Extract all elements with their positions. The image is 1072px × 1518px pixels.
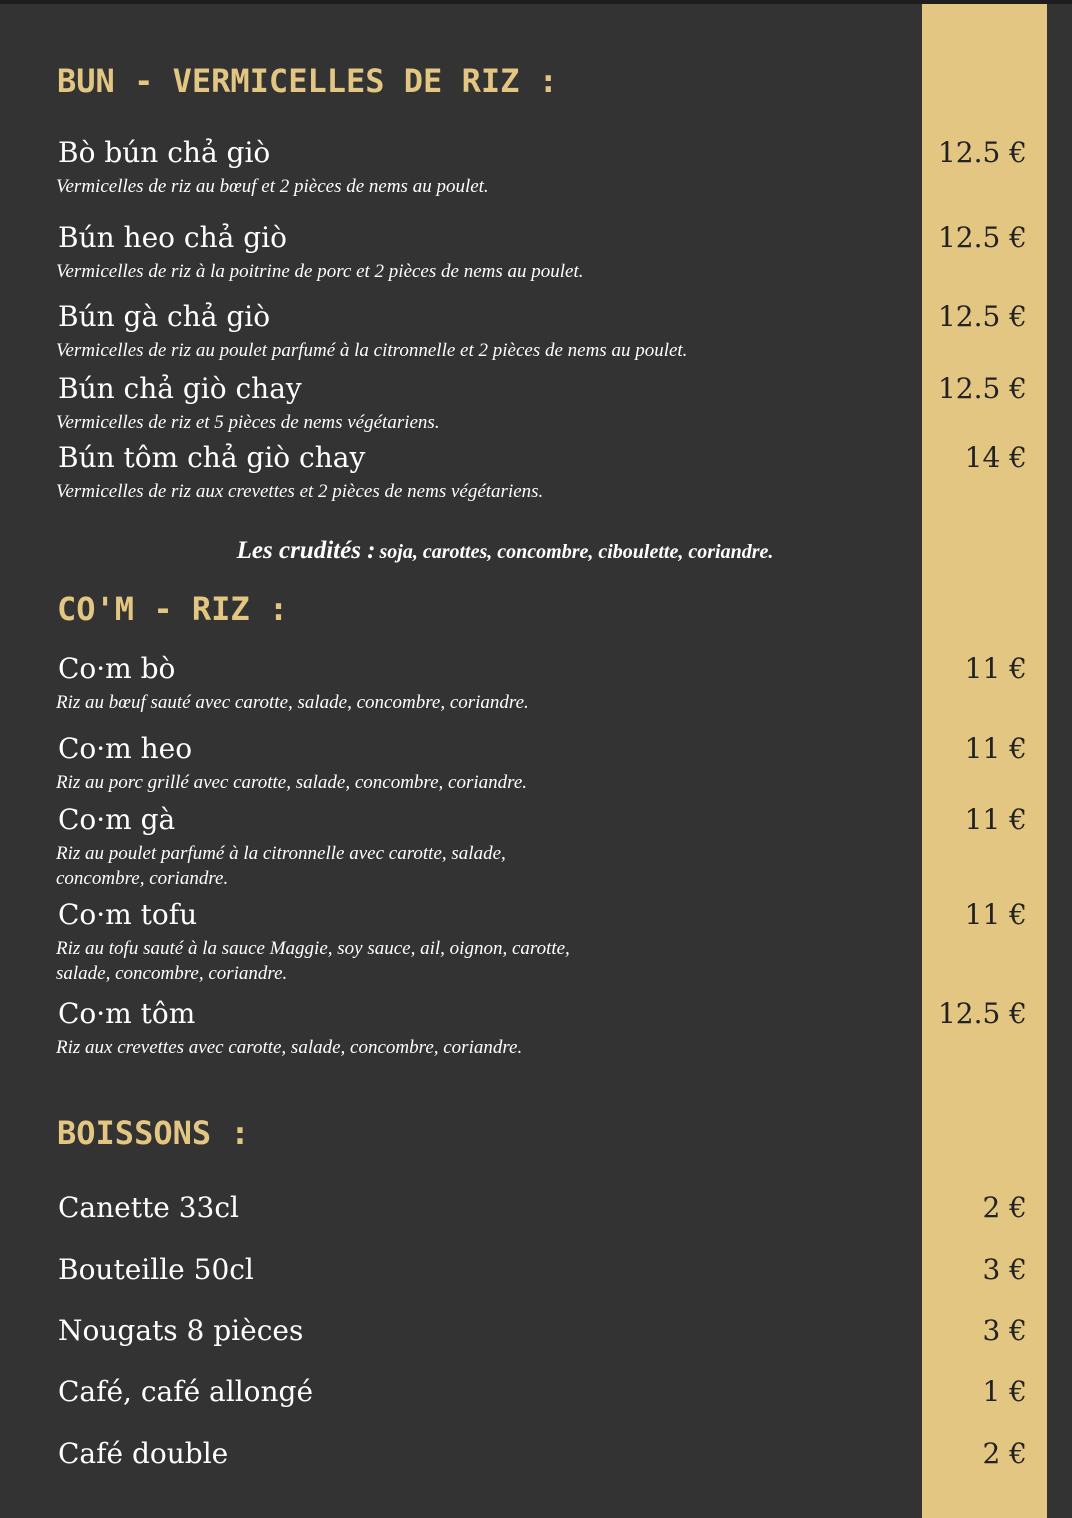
crudites-text: soja, carottes, concombre, ciboulette, coriandre. — [379, 541, 774, 563]
menu-item-description: Vermicelles de riz au poulet parfumé à la citronnelle et 2 pièces de nems au poulet. — [56, 340, 688, 361]
menu-item-price: 11 € — [964, 732, 1027, 765]
menu-item-description: Vermicelles de riz et 5 pièces de nems végétariens. — [56, 412, 440, 433]
menu-item-description: Riz au porc grillé avec carotte, salade, concombre, coriandre. — [56, 772, 528, 793]
menu-item-price: 3 € — [982, 1253, 1027, 1286]
menu-item-price: 3 € — [982, 1314, 1027, 1347]
menu-item-price: 1 € — [982, 1375, 1027, 1408]
menu-item-price: 12.5 € — [937, 221, 1027, 254]
menu-item-price: 12.5 € — [937, 997, 1027, 1030]
section-title-com: CO'M - RIZ : — [57, 590, 289, 628]
menu-item-name: Bún tôm chả giò chay — [58, 441, 366, 474]
menu-item-name: Bouteille 50cl — [58, 1253, 254, 1286]
menu-item-name: Café, café allongé — [58, 1375, 314, 1408]
crudites-label: Les crudités : — [236, 537, 376, 564]
menu-item-name: Café double — [58, 1437, 229, 1470]
menu-item-price: 12.5 € — [937, 300, 1027, 333]
menu-item-price: 2 € — [982, 1437, 1027, 1470]
menu-item-name: Co·m heo — [58, 732, 193, 765]
section-title-boissons: BOISSONS : — [57, 1114, 250, 1152]
menu-item-price: 2 € — [982, 1191, 1027, 1224]
menu-item-name: Bò bún chả giò — [58, 136, 271, 169]
menu-item-description: Riz au tofu sauté à la sauce Maggie, soy sauce, ail, oignon, carotte, salade, concombre, coriandre. — [56, 938, 570, 984]
menu-item-name: Bún chả giò chay — [58, 372, 302, 405]
right-margin — [1047, 4, 1072, 1518]
menu-item-name: Co·m tôm — [58, 997, 196, 1030]
menu-item-description: Riz au bœuf sauté avec carotte, salade, concombre, coriandre. — [56, 692, 529, 713]
menu-item-name: Co·m tofu — [58, 898, 198, 931]
section-title-bun: BUN - VERMICELLES DE RIZ : — [57, 62, 558, 100]
menu-item-price: 12.5 € — [937, 136, 1027, 169]
menu-item-name: Bún gà chả giò — [58, 300, 271, 333]
menu-item-name: Co·m gà — [58, 803, 176, 836]
menu-item-description: Vermicelles de riz à la poitrine de porc et 2 pièces de nems au poulet. — [56, 261, 584, 282]
menu-item-price: 11 € — [964, 803, 1027, 836]
menu-item-name: Co·m bò — [58, 652, 176, 685]
menu-item-name: Bún heo chả giò — [58, 221, 287, 254]
menu-item-price: 12.5 € — [937, 372, 1027, 405]
crudites-note — [0, 537, 1010, 565]
menu-item-price: 11 € — [964, 652, 1027, 685]
menu-item-description: Vermicelles de riz aux crevettes et 2 pièces de nems végétariens. — [56, 481, 544, 502]
menu-item-description: Riz au poulet parfumé à la citronnelle avec carotte, salade, concombre, coriandre. — [56, 843, 506, 889]
top-border — [0, 0, 1072, 4]
menu-item-name: Nougats 8 pièces — [58, 1314, 304, 1347]
menu-item-price: 14 € — [964, 441, 1027, 474]
menu-item-description: Riz aux crevettes avec carotte, salade, concombre, coriandre. — [56, 1037, 523, 1058]
menu-item-description: Vermicelles de riz au bœuf et 2 pièces de nems au poulet. — [56, 176, 489, 197]
menu-item-name: Canette 33cl — [58, 1191, 239, 1224]
menu-item-price: 11 € — [964, 898, 1027, 931]
